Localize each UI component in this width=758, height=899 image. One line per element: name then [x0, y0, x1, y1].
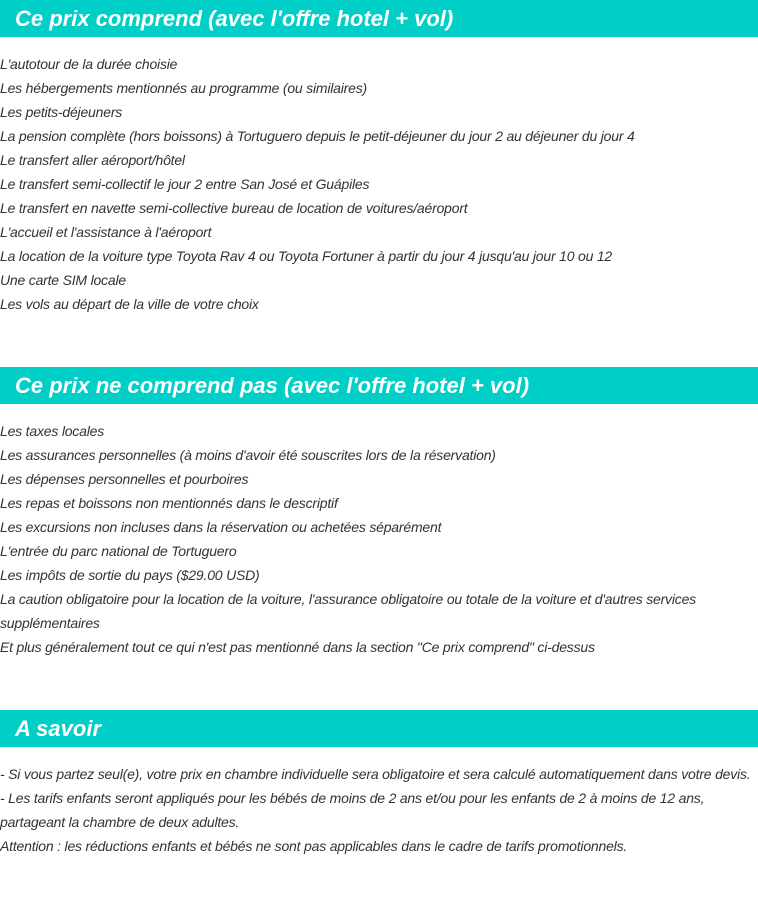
- list-item: - Si vous partez seul(e), votre prix en chambre individuelle sera obligatoire et sera calculé automatiquement dans votre devis.: [0, 766, 751, 782]
- section-header-a-savoir: [0, 710, 758, 747]
- list-item: Le transfert semi-collectif le jour 2 entre San José et Guápiles: [0, 176, 370, 192]
- section-title: Ce prix ne comprend pas (avec l'offre hotel + vol): [15, 373, 530, 398]
- list-item: Les impôts de sortie du pays ($29.00 USD): [0, 567, 260, 583]
- section-title: A savoir: [15, 716, 102, 741]
- list-item: Une carte SIM locale: [0, 272, 126, 288]
- a-savoir-list: [0, 762, 758, 858]
- list-item: La pension complète (hors boissons) à Tortuguero depuis le petit-déjeuner du jour 2 au déjeuner du jour 4: [0, 128, 635, 144]
- section-header-included: [0, 0, 758, 37]
- list-item: Le transfert en navette semi-collective bureau de location de voitures/aéroport: [0, 200, 468, 216]
- not-included-list: [0, 419, 758, 659]
- list-item: Les excursions non incluses dans la réservation ou achetées séparément: [0, 519, 442, 535]
- list-item: Et plus généralement tout ce qui n'est pas mentionné dans la section "Ce prix comprend" ci-dessus: [0, 639, 595, 655]
- section-title: Ce prix comprend (avec l'offre hotel + vol): [15, 6, 454, 31]
- section-header-not-included: [0, 367, 758, 404]
- list-item: Le transfert aller aéroport/hôtel: [0, 152, 185, 168]
- list-item: Les petits-déjeuners: [0, 104, 123, 120]
- list-item: Les vols au départ de la ville de votre choix: [0, 296, 259, 312]
- list-item: L'autotour de la durée choisie: [0, 56, 178, 72]
- list-item: Les repas et boissons non mentionnés dans le descriptif: [0, 495, 338, 511]
- list-item: L'accueil et l'assistance à l'aéroport: [0, 224, 212, 240]
- list-item: Les assurances personnelles (à moins d'avoir été souscrites lors de la réservation): [0, 447, 496, 463]
- list-item: Attention : les réductions enfants et bébés ne sont pas applicables dans le cadre de tarifs promotionnels.: [0, 838, 628, 854]
- list-item: Les hébergements mentionnés au programme (ou similaires): [0, 80, 367, 96]
- list-item: Les dépenses personnelles et pourboires: [0, 471, 249, 487]
- list-item: La caution obligatoire pour la location de la voiture, l'assurance obligatoire ou totale de la voiture et d'autres services supplémentaires: [0, 591, 696, 631]
- list-item: - Les tarifs enfants seront appliqués pour les bébés de moins de 2 ans et/ou pour les enfants de 2 à moins de 12 ans, partageant la chambre de deux adultes.: [0, 790, 705, 830]
- list-item: La location de la voiture type Toyota Rav 4 ou Toyota Fortuner à partir du jour 4 jusqu'au jour 10 ou 12: [0, 248, 613, 264]
- list-item: Les taxes locales: [0, 423, 104, 439]
- included-list: [0, 52, 758, 316]
- list-item: L'entrée du parc national de Tortuguero: [0, 543, 237, 559]
